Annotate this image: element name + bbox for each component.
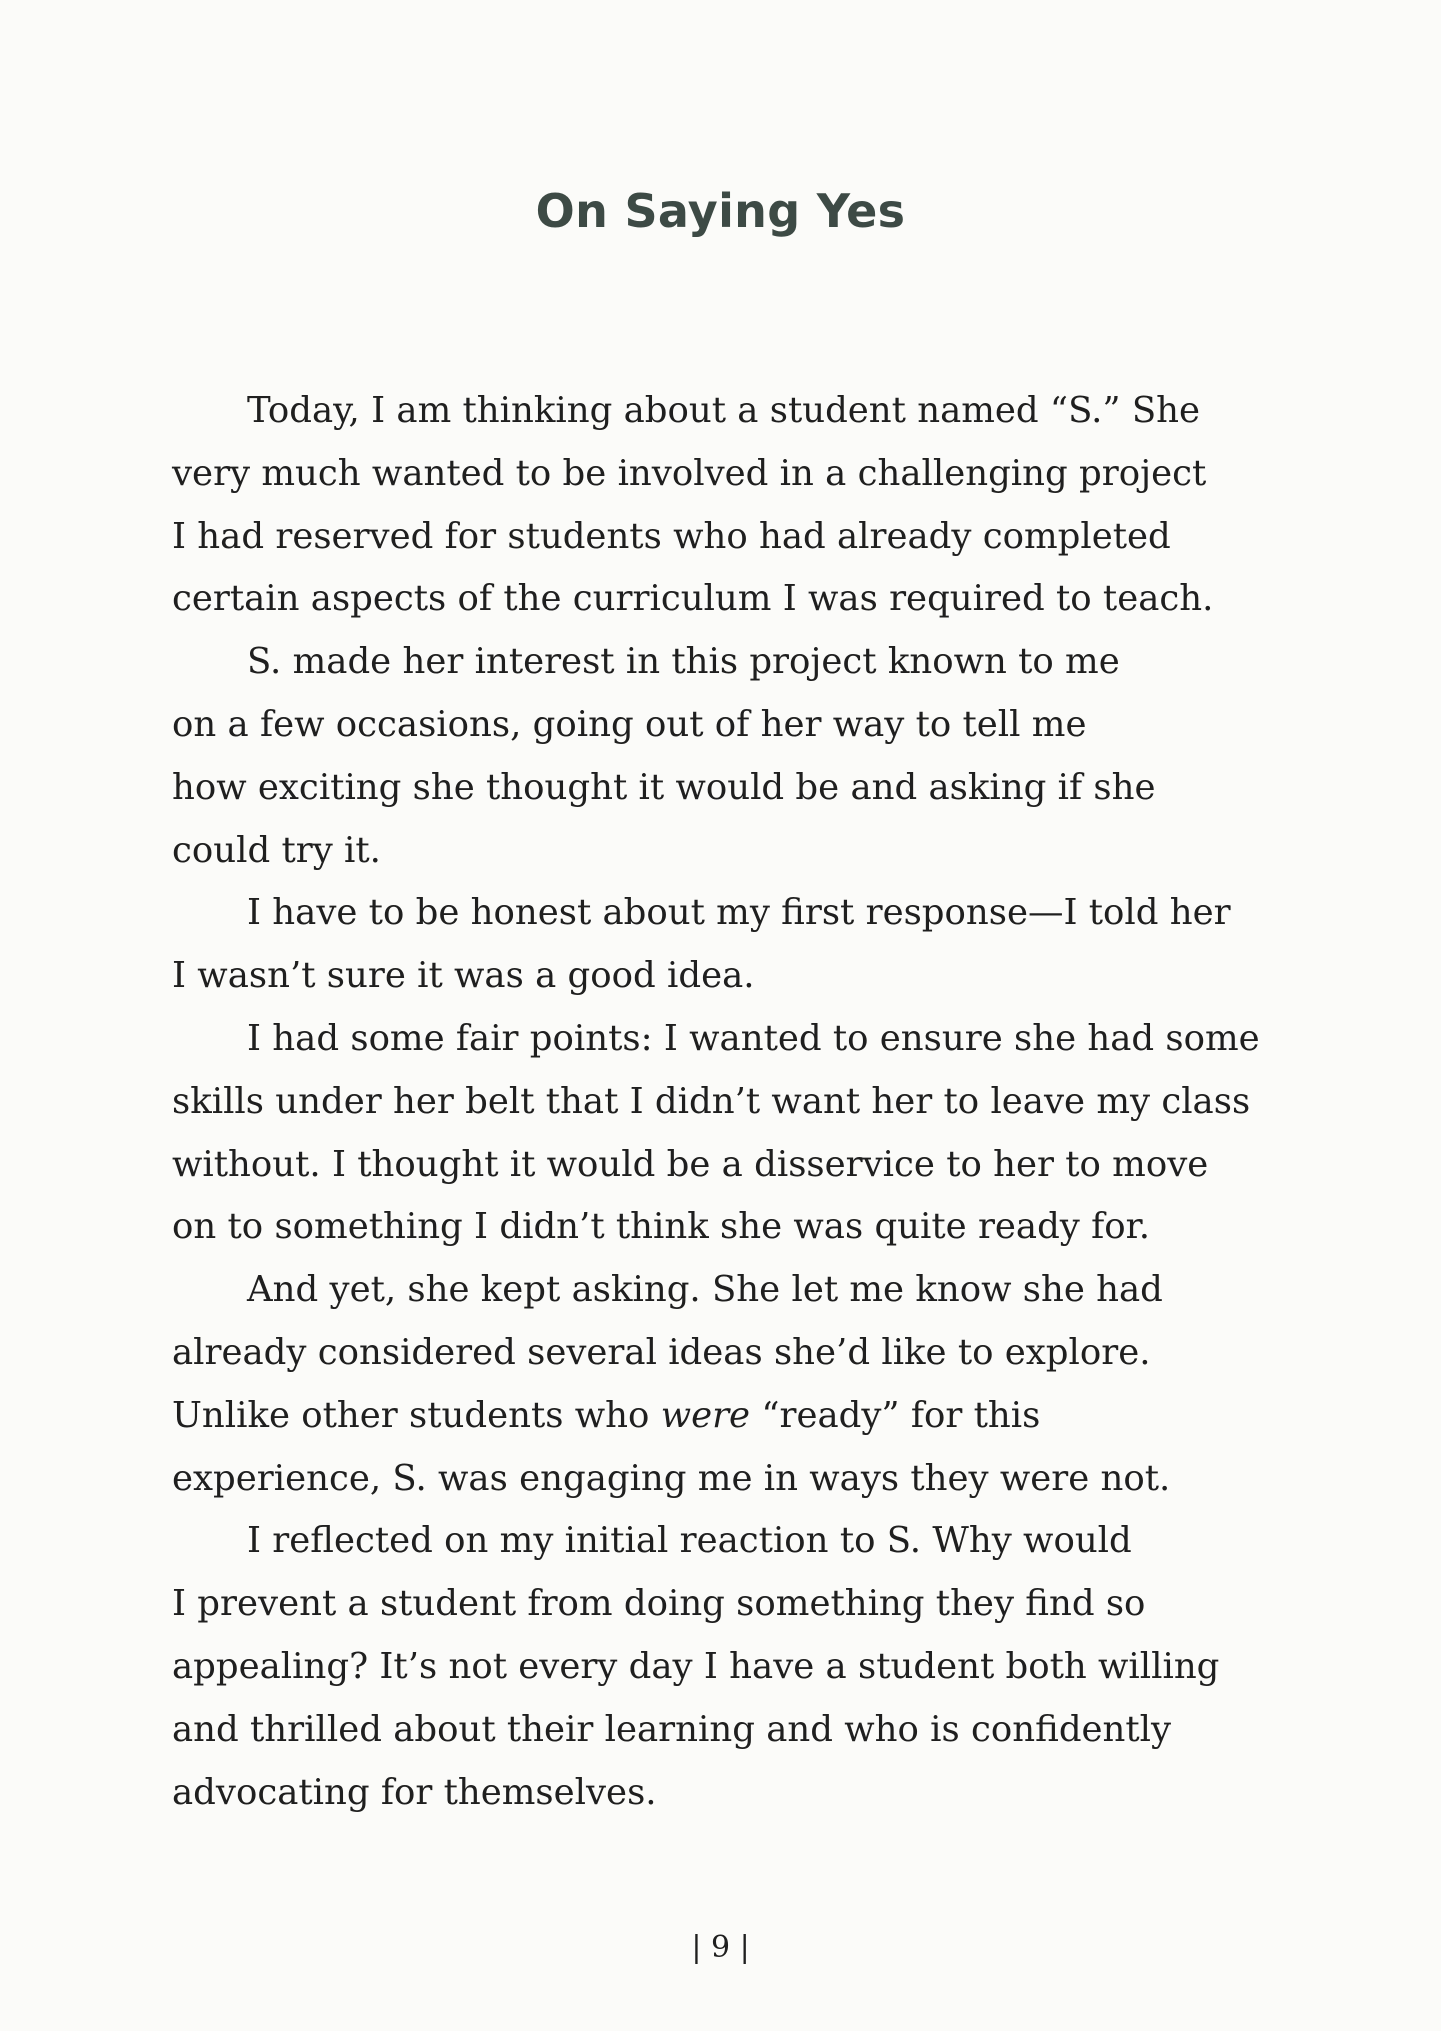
text-line: appealing? It’s not every day I have a student both willing xyxy=(172,1645,1220,1687)
text-line: I prevent a student from doing something they find so xyxy=(172,1583,1146,1625)
text-line: skills under her belt that I didn’t want her to leave my class xyxy=(172,1080,1251,1122)
page-number: | 9 | xyxy=(691,1930,750,1965)
chapter-title: On Saying Yes xyxy=(535,184,906,238)
body-text xyxy=(172,380,1272,1824)
text-line: I have to be honest about my first response—I told her xyxy=(247,892,1231,934)
text-line: advocating for themselves. xyxy=(172,1771,657,1813)
text-line: very much wanted to be involved in a challenging project xyxy=(172,452,1207,494)
text-segment: “ready” for this xyxy=(750,1394,1041,1436)
text-line: and thrilled about their learning and who is confidently xyxy=(172,1708,1172,1750)
text-line: S. made her interest in this project known to me xyxy=(247,641,1120,683)
emphasized-word: were xyxy=(660,1394,751,1436)
text-line: certain aspects of the curriculum I was required to teach. xyxy=(172,578,1214,620)
text-line: And yet, she kept asking. She let me know she had xyxy=(247,1269,1163,1311)
text-line xyxy=(172,1385,1272,1448)
text-line: I had some fair points: I wanted to ensure she had some xyxy=(247,1017,1260,1059)
text-line: I wasn’t sure it was a good idea. xyxy=(172,955,755,997)
text-line: without. I thought it would be a disservice to her to move xyxy=(172,1143,1209,1185)
text-line: already considered several ideas she’d like to explore. xyxy=(172,1331,1151,1373)
text-line: I reflected on my initial reaction to S. Why would xyxy=(247,1520,1132,1562)
text-line: experience, S. was engaging me in ways they were not. xyxy=(172,1457,1171,1499)
text-line: how exciting she thought it would be and asking if she xyxy=(172,766,1156,808)
text-line: on to something I didn’t think she was quite ready for. xyxy=(172,1206,1151,1248)
text-line: on a few occasions, going out of her way to tell me xyxy=(172,703,1087,745)
text-line: Today, I am thinking about a student named “S.” She xyxy=(247,390,1201,431)
text-segment: Unlike other students who xyxy=(172,1394,661,1436)
text-line: I had reserved for students who had already completed xyxy=(172,515,1171,557)
text-line: could try it. xyxy=(172,829,381,871)
